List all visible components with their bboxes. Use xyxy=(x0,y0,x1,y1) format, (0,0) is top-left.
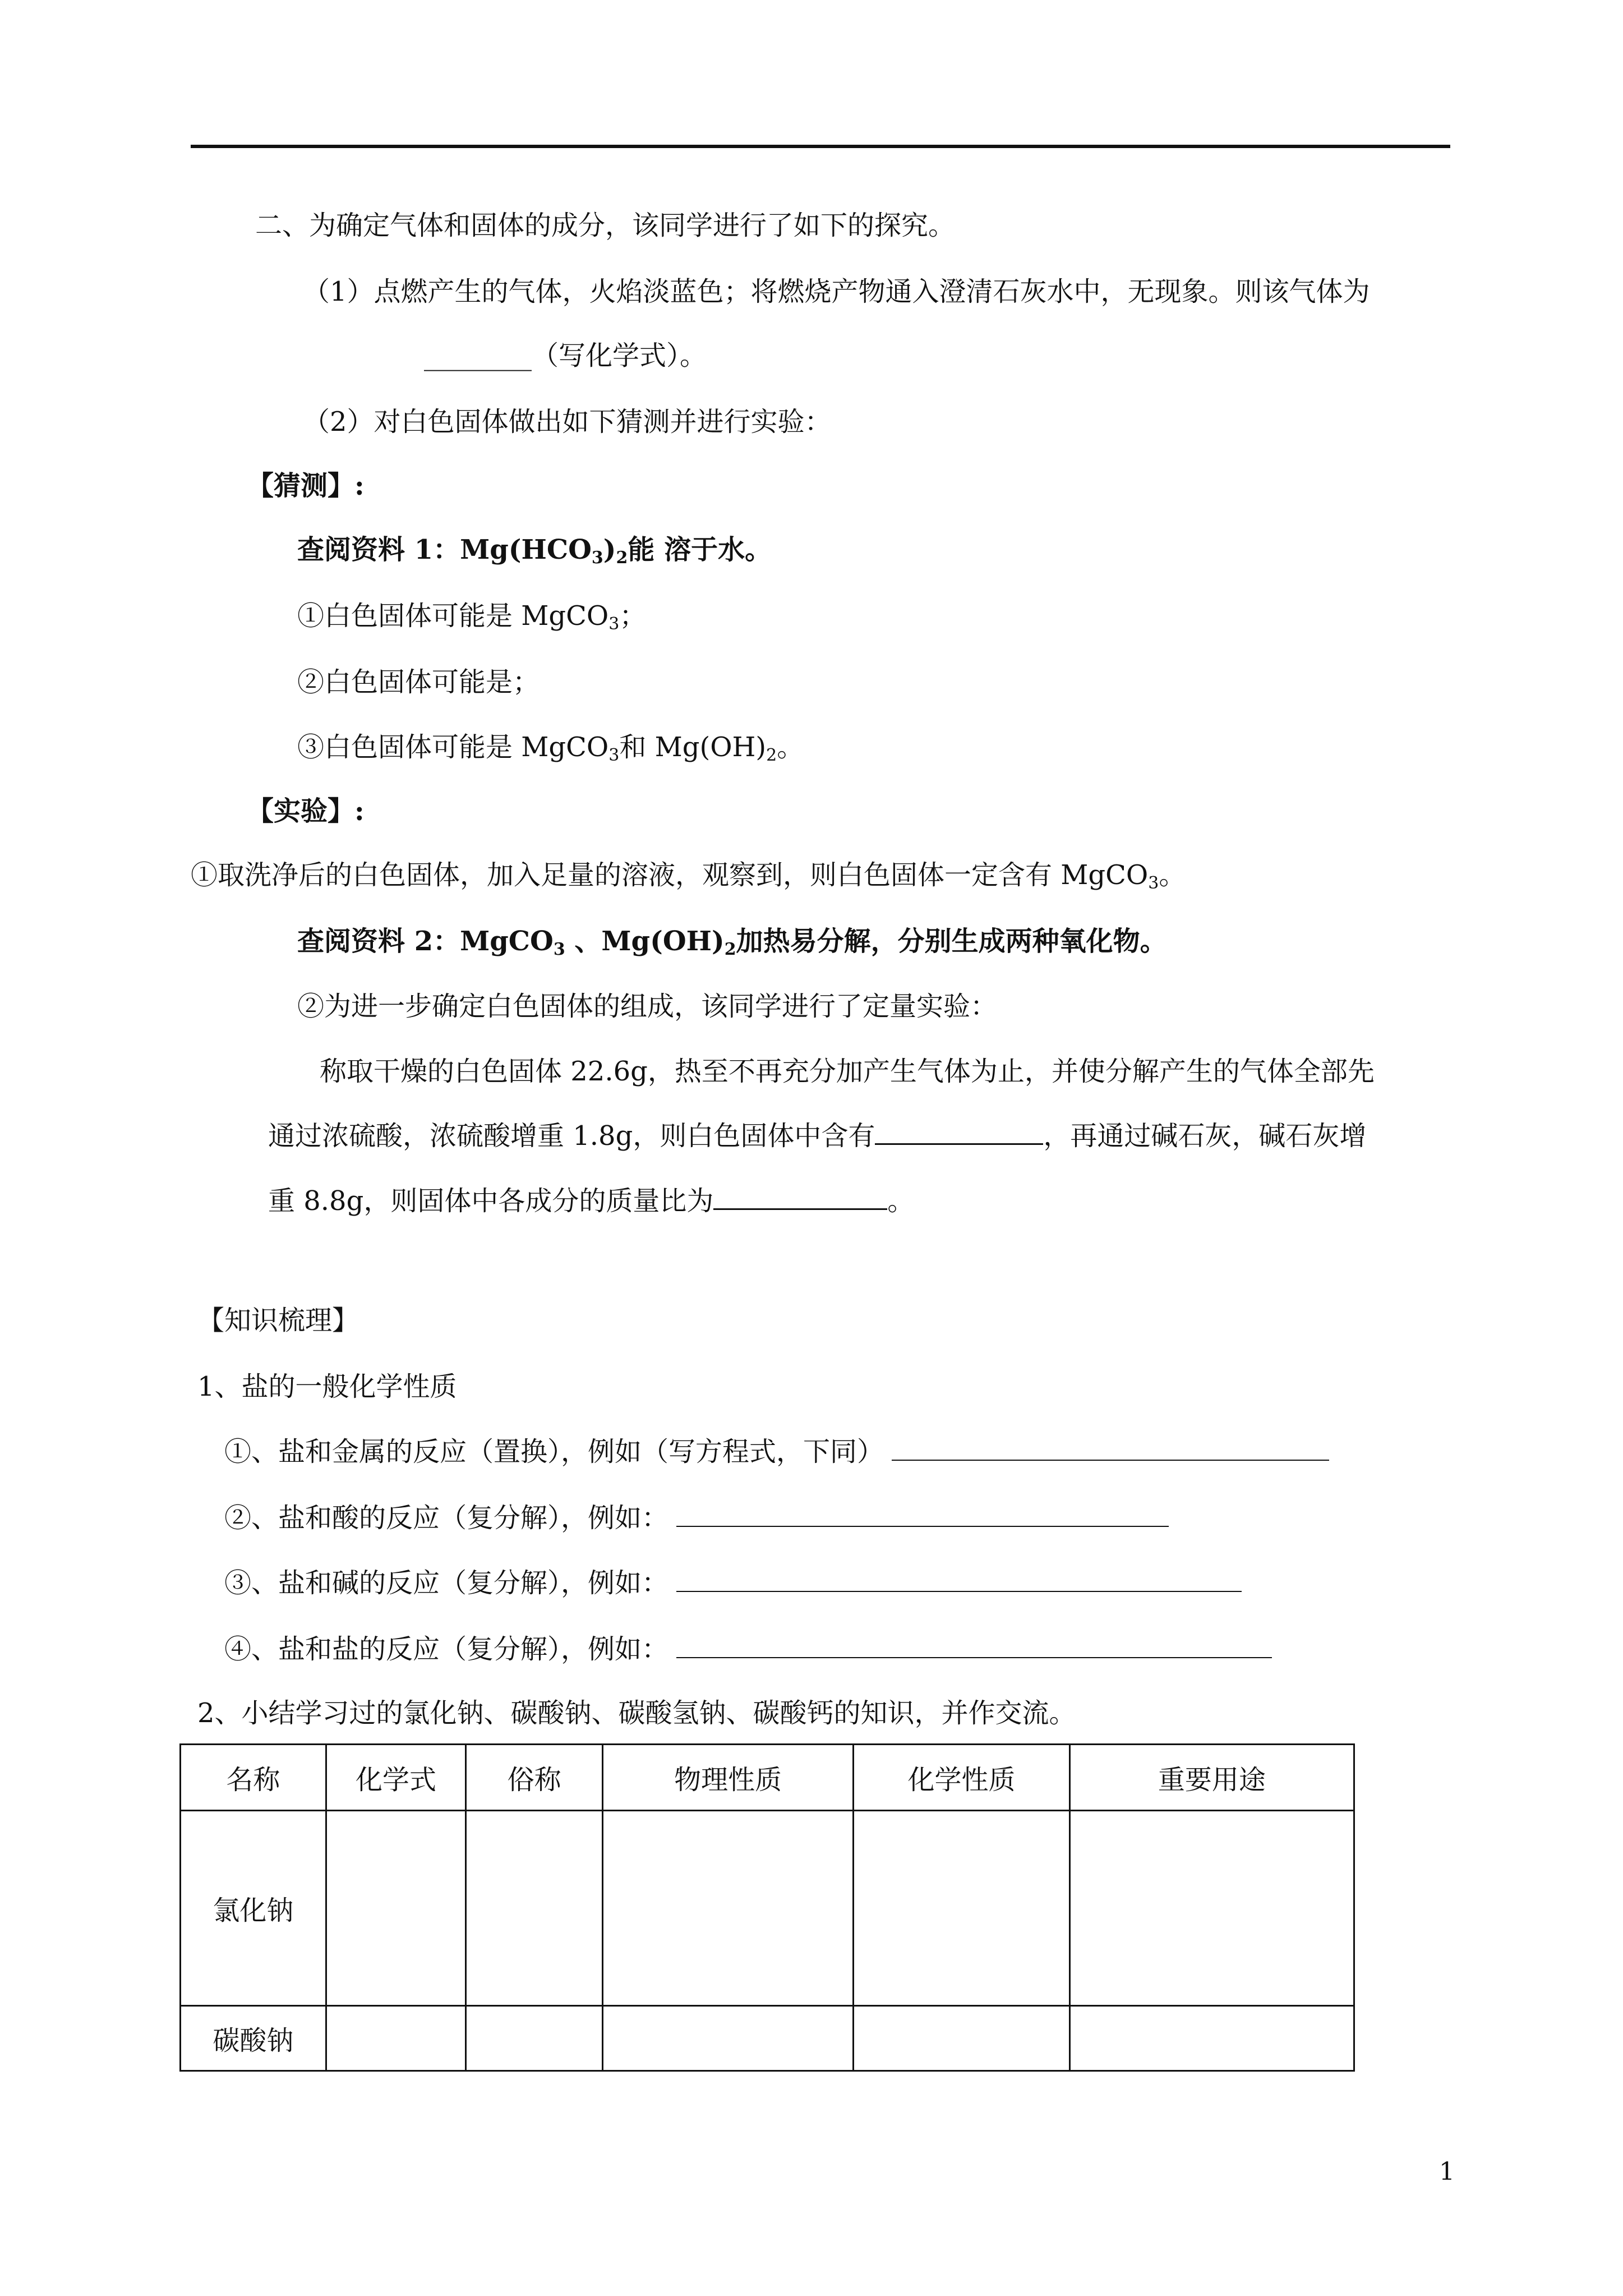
g3-text: ③白色固体可能是 MgCO xyxy=(297,731,609,763)
answer-blank-r4[interactable] xyxy=(676,1632,1272,1658)
e1-suffix: 。 xyxy=(1159,859,1186,891)
g3-mid2: OH) xyxy=(710,731,767,763)
header-physical-properties: 物理性质 xyxy=(602,1745,853,1811)
knowledge-title: 【知识梳理】 xyxy=(197,1305,359,1336)
ref1-text: 查阅资料 1：Mg(HCO xyxy=(297,534,592,565)
header-chemical-properties: 化学性质 xyxy=(854,1745,1069,1811)
guess-2: ②白色固体可能是； xyxy=(297,666,540,698)
r3-text: ③、盐和碱的反应（复分解），例如： xyxy=(224,1567,669,1599)
reaction-4 xyxy=(224,1632,1272,1666)
guess-title: 【猜测】: xyxy=(247,470,365,501)
answer-blank-component[interactable] xyxy=(875,1119,1043,1145)
ref2-sub: 3 xyxy=(553,940,565,959)
page-number: 1 xyxy=(1439,2157,1455,2186)
e1-sub: 3 xyxy=(1148,873,1159,893)
ref1-sub2: 2 xyxy=(616,548,628,568)
answer-suffix: （写化学式）。 xyxy=(532,340,707,371)
experiment-2: ②为进一步确定白色固体的组成，该同学进行了定量实验： xyxy=(297,991,998,1022)
r4-text: ④、盐和盐的反应（复分解），例如： xyxy=(224,1634,669,1665)
answer-blank-ratio[interactable] xyxy=(713,1184,887,1210)
table-cell[interactable] xyxy=(1069,2006,1354,2071)
answer-blank-r2[interactable] xyxy=(676,1501,1169,1527)
experiment-2-line-3 xyxy=(268,1184,914,1218)
reaction-1 xyxy=(224,1435,1329,1469)
r1-text: ①、盐和金属的反应（置换），例如（写方程式，下同） xyxy=(224,1436,884,1467)
g1-text: ①白色固体可能是 MgCO xyxy=(297,600,609,632)
g3-mid: 和 Mg( xyxy=(619,731,711,763)
row-name-nacl: 氯化钠 xyxy=(181,1811,326,2006)
header-formula: 化学式 xyxy=(326,1745,466,1811)
table-header-row xyxy=(181,1745,1354,1811)
g3-suffix: 。 xyxy=(777,731,804,763)
answer-blank-r1[interactable] xyxy=(892,1435,1329,1461)
table-cell[interactable] xyxy=(1069,1811,1354,2006)
e2-l3-suffix: 。 xyxy=(887,1185,915,1217)
experiment-2-line-1: 称取干燥的白色固体 22.6g，热至不再充分加产生气体为止，并使分解产生的气体全部先 xyxy=(320,1056,1375,1087)
e2-l2-suffix: ，再通过碱石灰，碱石灰增 xyxy=(1043,1120,1367,1152)
guess-3 xyxy=(297,730,804,772)
question-2: （2）对白色固体做出如下猜测并进行实验： xyxy=(303,406,832,438)
table-cell[interactable] xyxy=(602,1811,853,2006)
table-cell[interactable] xyxy=(326,2006,466,2071)
ref2-suffix: 加热易分解，分别生成两种氧化物。 xyxy=(736,926,1167,957)
ref2-sub2: 2 xyxy=(724,940,736,959)
reaction-3 xyxy=(224,1566,1242,1600)
table-cell[interactable] xyxy=(326,1811,466,2006)
g3-sub: 3 xyxy=(608,746,620,765)
row-name-na2co3: 碳酸钠 xyxy=(181,2006,326,2071)
answer-blank[interactable]: ________ xyxy=(424,340,532,371)
reference-1 xyxy=(297,533,772,575)
section2-heading: 二、为确定气体和固体的成分，该同学进行了如下的探究。 xyxy=(255,210,956,241)
table-row xyxy=(181,2006,1354,2071)
ref1-suffix: 能 溶于水。 xyxy=(628,534,772,565)
g1-sub: 3 xyxy=(608,614,620,634)
table-cell[interactable] xyxy=(466,1811,603,2006)
e2-l2-text: 通过浓硫酸，浓硫酸增重 1.8g，则白色固体中含有 xyxy=(268,1120,875,1152)
ref2-mid: 、Mg(OH) xyxy=(565,926,725,957)
knowledge-item-2: 2、小结学习过的氯化钠、碳酸钠、碳酸氢钠、碳酸钙的知识，并作交流。 xyxy=(197,1697,1076,1729)
salt-summary-table xyxy=(179,1743,1355,2072)
table-cell[interactable] xyxy=(602,2006,853,2071)
knowledge-item-1: 1、盐的一般化学性质 xyxy=(197,1371,457,1402)
reference-2 xyxy=(297,924,1167,967)
r2-text: ②、盐和酸的反应（复分解），例如： xyxy=(224,1502,669,1534)
header-rule xyxy=(191,145,1450,148)
g3-sub2: 2 xyxy=(766,746,777,765)
question-1-answer xyxy=(424,339,707,372)
reaction-2 xyxy=(224,1501,1169,1535)
experiment-title: 【实验】: xyxy=(247,795,365,827)
ref1-mid: ) xyxy=(603,534,616,565)
guess-1 xyxy=(297,599,646,641)
ref1-sub: 3 xyxy=(591,548,603,568)
ref2-text: 查阅资料 2：MgCO xyxy=(297,926,554,957)
table-cell[interactable] xyxy=(854,2006,1069,2071)
table-cell[interactable] xyxy=(854,1811,1069,2006)
e2-l3-text: 重 8.8g，则固体中各成分的质量比为 xyxy=(268,1185,714,1217)
experiment-1 xyxy=(191,858,1186,900)
header-name: 名称 xyxy=(181,1745,326,1811)
table-cell[interactable] xyxy=(466,2006,603,2071)
g1-suffix: ； xyxy=(619,600,647,632)
header-common-name: 俗称 xyxy=(466,1745,603,1811)
question-1: （1）点燃产生的气体，火焰淡蓝色；将燃烧产物通入澄清石灰水中，无现象。则该气体为 xyxy=(303,276,1370,307)
e1-text: ①取洗净后的白色固体，加入足量的溶液，观察到，则白色固体一定含有 MgCO xyxy=(191,859,1149,891)
table-row xyxy=(181,1811,1354,2006)
header-uses: 重要用途 xyxy=(1069,1745,1354,1811)
experiment-2-line-2 xyxy=(268,1119,1366,1153)
answer-blank-r3[interactable] xyxy=(676,1566,1242,1592)
